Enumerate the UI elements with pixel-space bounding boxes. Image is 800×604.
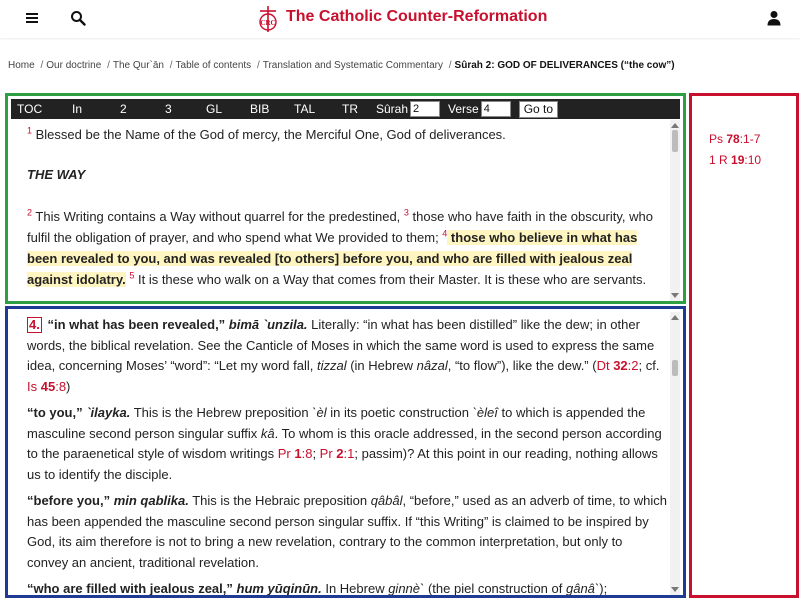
breadcrumb-item[interactable]: Translation and Systematic Commentary [262, 60, 443, 71]
nav-bib[interactable]: BIB [250, 102, 270, 116]
nav-tal[interactable]: TAL [294, 102, 316, 116]
site-header [0, 0, 800, 38]
verse-scrollbar[interactable] [670, 120, 680, 301]
verse-1: $^1$ Blessed be the Name of the God of mercy, the Merciful One, God of deliverances. [27, 125, 506, 142]
scripture-ref[interactable]: Is 45:8 [27, 378, 67, 394]
note-4: 4. “in what has been revealed,” bimā `unzila. Literally: “in what has been distilled” like the dew; in other words, the biblical revelation. See the Canticle of Moses in which the same word is used to express the same idea, concerning Moses’ “word”: “Let my word fall, tizzal (in Hebrew nâzal, “to flow”), like the dew.” (Dt 32:2; cf. Is 45:8) [27, 317, 660, 394]
section-heading: THE WAY [27, 167, 86, 182]
commentary-scrollbar[interactable] [670, 312, 680, 595]
note-jealous-zeal: “who are filled with jealous zeal,” hum yūqinūn. In Hebrew ginnè` (the piel construction of gânâ`); [27, 581, 608, 596]
commentary-text [27, 315, 667, 598]
breadcrumb-home[interactable]: Home [8, 60, 35, 71]
nav-toc[interactable]: TOC [17, 102, 43, 116]
verse-number[interactable]: 1 [27, 125, 33, 136]
search-icon[interactable] [70, 10, 86, 26]
svg-text:CRC: CRC [260, 19, 276, 27]
crc-logo-icon[interactable] [256, 5, 280, 33]
verse-number[interactable]: 2 [27, 207, 33, 218]
verse-label: Verse [448, 102, 479, 116]
verse-navbar [11, 99, 680, 119]
note-number[interactable]: 4. [29, 317, 40, 332]
menu-icon[interactable] [26, 13, 38, 23]
breadcrumb-item[interactable]: Our doctrine [46, 60, 102, 71]
note-to-you: “to you,” `ilayka. This is the Hebrew preposition `èl in its poetic construction `èleî to which is appended the masculine second person singular suffix kâ. To whom is this oracle addressed, in the second person according to the paraenetical style of wisdom writings Pr 1:8; Pr 2:1; passim)? At this point in our reading, nothing allows us to identify the disciple. [27, 405, 662, 482]
nav-gl[interactable]: GL [206, 102, 223, 116]
nav-tr[interactable]: TR [342, 102, 358, 116]
scripture-ref[interactable]: Dt 32:2 [596, 358, 639, 373]
highlighted-verse: those who believe in what has been revealed to you, and was revealed [to others] before you, and who are filled with jealous zeal against idolatry. [27, 230, 638, 287]
breadcrumb-item[interactable]: The Qur`ān [112, 60, 164, 71]
commentary-panel [5, 306, 686, 598]
user-icon[interactable] [766, 10, 782, 26]
surah-label: Sûrah [376, 102, 409, 116]
nav-2[interactable]: 2 [120, 102, 127, 116]
reference-link[interactable]: 1 R 19:10 [709, 153, 762, 167]
references-panel [689, 93, 799, 598]
note-before-you: “before you,” min qablika. This is the Hebraic preposition qâbâl, “before,” used as an adverb of time, to which has been appended the masculine second person singular suffix. If “this Writing” is claimed to be inspired by God, its aim therefore is not to bring a new revelation, contrary to the common interpretation, but only to convey an ancient, traditional revelation. [27, 493, 667, 570]
verse-text [27, 124, 667, 304]
reference-list [709, 129, 761, 171]
verses-2-5: $^2$ This Writing contains a Way without quarrel for the predestined, $^3$ those who have faith in the obscurity, who fulfil the obligation of prayer, and who spend what We provided to them; $^4$ those who believe in what has been revealed to you, and was revealed [to others] before you, and who are filled with jealous zeal against idolatry. $^5$ It is these who walk on a Way that comes from their Master. It is these who are servants. [27, 207, 653, 287]
verse-number[interactable]: 3 [403, 207, 409, 218]
scripture-ref[interactable]: Pr 1:8 [277, 446, 313, 461]
nav-in[interactable]: In [72, 102, 83, 116]
breadcrumb-current: Sûrah 2: GOD OF DELIVERANCES (“the cow”) [454, 60, 675, 71]
breadcrumb: Home / Our doctrine / The Qur`ān / Table of contents / Translation and Systematic Commentary / Sûrah 2: GOD OF DELIVERANCES (“the cow”) [8, 60, 675, 71]
verse-input[interactable] [481, 101, 511, 117]
site-title[interactable]: The Catholic Counter-Reformation [286, 8, 548, 25]
nav-3[interactable]: 3 [165, 102, 172, 116]
reference-link[interactable]: Ps 78:1-7 [709, 132, 761, 146]
surah-input[interactable] [410, 101, 440, 117]
verse-panel [5, 93, 686, 304]
scripture-ref[interactable]: Pr 2:1 [319, 446, 355, 461]
go-to-button[interactable]: Go to [519, 101, 558, 118]
breadcrumb-item[interactable]: Table of contents [175, 60, 252, 71]
verse-number[interactable]: 5 [129, 270, 135, 281]
verse-number[interactable]: 4 [442, 228, 448, 239]
